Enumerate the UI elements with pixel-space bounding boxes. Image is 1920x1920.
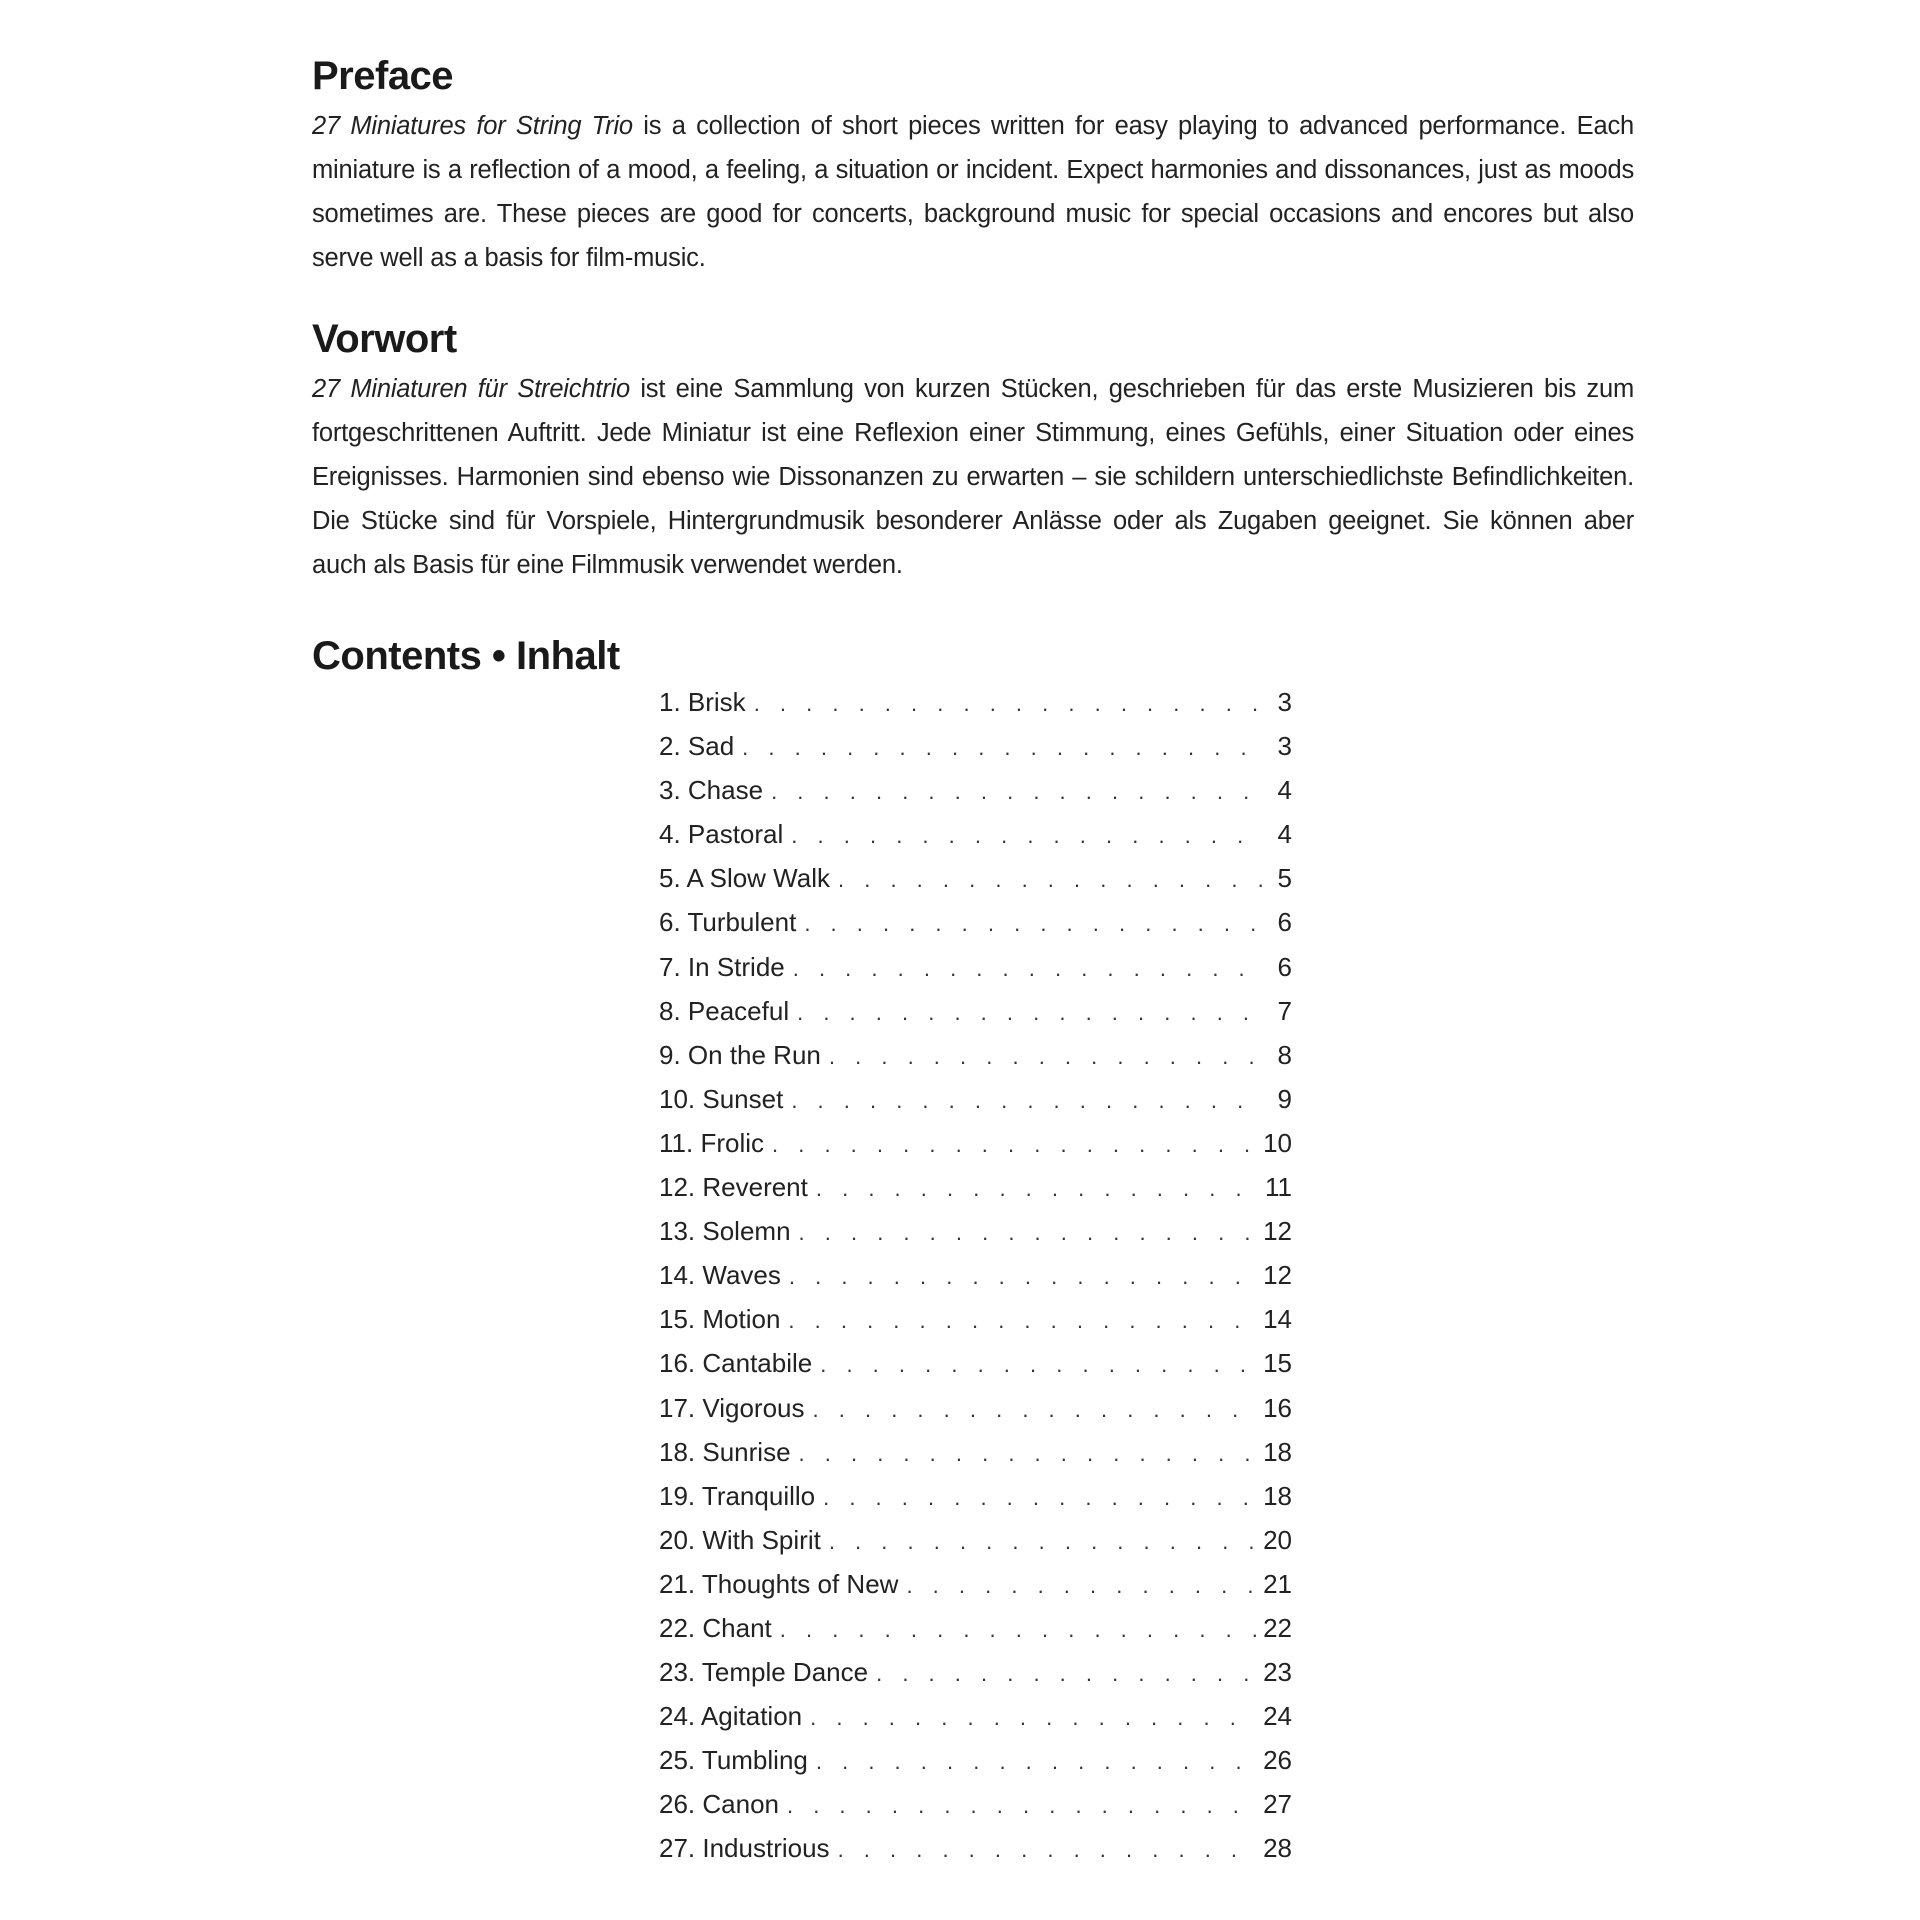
- toc-entry-title: 22. Chant: [659, 1612, 772, 1643]
- toc-entry-page: 14: [1263, 1304, 1292, 1335]
- toc-leader-dots: [876, 1661, 1257, 1687]
- toc-entry-page: 12: [1263, 1260, 1292, 1291]
- toc-entry-page: 22: [1263, 1612, 1292, 1643]
- toc-entry-page: 9: [1277, 1083, 1292, 1114]
- vorwort-work-title: 27 Miniaturen für Streichtrio: [312, 375, 630, 403]
- toc-entry: [659, 1569, 1292, 1613]
- toc-entry-title: 23. Temple Dance: [659, 1657, 869, 1688]
- toc-entry-page: 8: [1277, 1039, 1292, 1070]
- toc-entry: [659, 1216, 1292, 1260]
- toc-entry-title: 27. Industrious: [659, 1833, 830, 1864]
- toc-leader-dots: [799, 1441, 1258, 1467]
- toc-entry: [659, 731, 1292, 775]
- toc-leader-dots: [780, 1617, 1257, 1643]
- toc-entry: [659, 1437, 1292, 1481]
- vorwort-paragraph: [312, 367, 1634, 587]
- toc-leader-dots: [820, 1352, 1257, 1378]
- vorwort-section: [312, 311, 1634, 587]
- toc-leader-dots: [816, 1176, 1259, 1202]
- toc-entry: [659, 1040, 1292, 1084]
- toc-entry: [659, 1613, 1292, 1657]
- toc-entry: [659, 1481, 1292, 1525]
- toc-leader-dots: [799, 1220, 1258, 1246]
- toc-leader-dots: [813, 1397, 1258, 1423]
- toc-entry-page: 20: [1263, 1524, 1292, 1555]
- toc-entry-title: 21. Thoughts of New: [659, 1568, 899, 1599]
- toc-entry-title: 20. With Spirit: [659, 1524, 821, 1555]
- toc-leader-dots: [906, 1573, 1257, 1599]
- toc-entry-page: 23: [1263, 1657, 1292, 1688]
- toc-entry-title: 25. Tumbling: [659, 1745, 808, 1776]
- toc-entry: [659, 1393, 1292, 1437]
- toc-leader-dots: [754, 691, 1264, 717]
- toc-entry: [659, 1304, 1292, 1348]
- toc-entry-title: 1. Brisk: [659, 687, 746, 717]
- toc-entry-page: 28: [1263, 1833, 1292, 1864]
- toc-entry-title: 17. Vigorous: [659, 1392, 805, 1423]
- toc-entry: [659, 1172, 1292, 1216]
- toc-entry-page: 4: [1277, 775, 1292, 806]
- toc-leader-dots: [804, 911, 1264, 937]
- toc-entry-title: 2. Sad: [659, 731, 735, 762]
- toc-leader-dots: [788, 1308, 1257, 1334]
- toc-entry-page: 15: [1263, 1348, 1292, 1379]
- toc-entry: [659, 1745, 1292, 1789]
- contents-heading: Contents • Inhalt: [312, 634, 620, 678]
- toc-leader-dots: [793, 956, 1264, 982]
- toc-entry-title: 19. Tranquillo: [659, 1480, 816, 1511]
- toc-entry-page: 27: [1263, 1789, 1292, 1820]
- toc-entry: [659, 907, 1292, 951]
- toc-entry-title: 5. A Slow Walk: [659, 863, 830, 894]
- preface-work-title: 27 Miniatures for String Trio: [312, 112, 633, 140]
- toc-leader-dots: [838, 867, 1264, 893]
- toc-entry-page: 3: [1277, 731, 1292, 762]
- toc-entry-title: 16. Cantabile: [659, 1348, 813, 1379]
- toc-entry-page: 6: [1277, 951, 1292, 982]
- toc-entry-page: 5: [1277, 863, 1292, 894]
- toc-entry-page: 18: [1263, 1480, 1292, 1511]
- toc-leader-dots: [810, 1705, 1257, 1731]
- toc-entry-page: 6: [1277, 907, 1292, 938]
- toc-entry-page: 11: [1265, 1172, 1292, 1203]
- toc-entry: [659, 1833, 1292, 1877]
- toc-entry: [659, 1525, 1292, 1569]
- toc-leader-dots: [797, 1000, 1264, 1026]
- toc-entry: [659, 1084, 1292, 1128]
- toc-entry: [659, 819, 1292, 863]
- toc-entry: [659, 1657, 1292, 1701]
- toc-leader-dots: [791, 823, 1264, 849]
- toc-entry-title: 13. Solemn: [659, 1216, 791, 1247]
- toc-leader-dots: [791, 1088, 1264, 1114]
- toc-entry-title: 4. Pastoral: [659, 819, 784, 850]
- toc-entry-page: 3: [1277, 687, 1292, 717]
- toc-entry-title: 8. Peaceful: [659, 995, 790, 1026]
- toc-entry-title: 26. Canon: [659, 1789, 779, 1820]
- preface-heading: Preface: [312, 54, 454, 98]
- toc-leader-dots: [838, 1837, 1258, 1863]
- vorwort-heading: Vorwort: [312, 317, 457, 361]
- toc-entry-title: 9. On the Run: [659, 1039, 821, 1070]
- toc-entry-page: 12: [1263, 1216, 1292, 1247]
- toc-entry-title: 24. Agitation: [659, 1701, 803, 1732]
- toc-entry-title: 3. Chase: [659, 775, 764, 806]
- toc-leader-dots: [789, 1264, 1257, 1290]
- toc-entry-page: 10: [1263, 1127, 1292, 1158]
- toc-entry-page: 16: [1263, 1392, 1292, 1423]
- toc-entry-page: 7: [1277, 995, 1292, 1026]
- toc-entry: [659, 1789, 1292, 1833]
- table-of-contents: [659, 687, 1292, 1878]
- toc-entry-title: 12. Reverent: [659, 1172, 808, 1203]
- preface-section: [312, 48, 1634, 280]
- toc-entry: [659, 1260, 1292, 1304]
- toc-entry-page: 21: [1263, 1568, 1292, 1599]
- toc-entry: [659, 863, 1292, 907]
- toc-leader-dots: [772, 1132, 1257, 1158]
- toc-entry-title: 14. Waves: [659, 1260, 781, 1291]
- toc-entry-title: 18. Sunrise: [659, 1436, 791, 1467]
- toc-entry: [659, 1128, 1292, 1172]
- toc-leader-dots: [787, 1793, 1257, 1819]
- toc-leader-dots: [771, 779, 1264, 805]
- toc-entry: [659, 952, 1292, 996]
- toc-leader-dots: [823, 1485, 1257, 1511]
- toc-leader-dots: [829, 1529, 1257, 1555]
- toc-entry-title: 15. Motion: [659, 1304, 781, 1335]
- toc-entry-title: 6. Turbulent: [659, 907, 797, 938]
- toc-entry: [659, 1701, 1292, 1745]
- toc-entry: [659, 775, 1292, 819]
- preface-text: is a collection of short pieces written for easy playing to advanced performance. Each miniature is a reflection of a mood, a feeling, a situation or incident. Expect harmonies and dissonances, just as moods sometimes are. These pieces are good for concerts, background music for special occasions and encores but also serve well as a basis for film-music.: [312, 112, 1634, 272]
- toc-leader-dots: [829, 1044, 1264, 1070]
- toc-entry-page: 18: [1263, 1436, 1292, 1467]
- toc-entry: [659, 996, 1292, 1040]
- toc-entry: [659, 1348, 1292, 1392]
- toc-entry-title: 7. In Stride: [659, 951, 785, 982]
- toc-entry-title: 10. Sunset: [659, 1083, 784, 1114]
- vorwort-text: ist eine Sammlung von kurzen Stücken, geschrieben für das erste Musizieren bis zum fortgeschrittenen Auftritt. Jede Miniatur ist eine Reflexion einer Stimmung, eines Gefühls, einer Situation oder eines Ereignisses. Harmonien sind ebenso wie Dissonanzen zu erwarten – sie schildern unterschiedlichste Befindlichkeiten. Die Stücke sind für Vorspiele, Hintergrundmusik besonderer Anlässe oder als Zugaben geeignet. Sie können aber auch als Basis für eine Filmmusik verwendet werden.: [312, 375, 1635, 579]
- toc-entry: [659, 687, 1292, 731]
- toc-leader-dots: [742, 735, 1264, 761]
- contents-section: [312, 628, 620, 684]
- toc-leader-dots: [816, 1749, 1257, 1775]
- toc-entry-page: 4: [1277, 819, 1292, 850]
- toc-entry-title: 11. Frolic: [659, 1127, 764, 1158]
- toc-entry-page: 24: [1263, 1701, 1292, 1732]
- toc-entry-page: 26: [1263, 1745, 1292, 1776]
- preface-paragraph: [312, 104, 1634, 280]
